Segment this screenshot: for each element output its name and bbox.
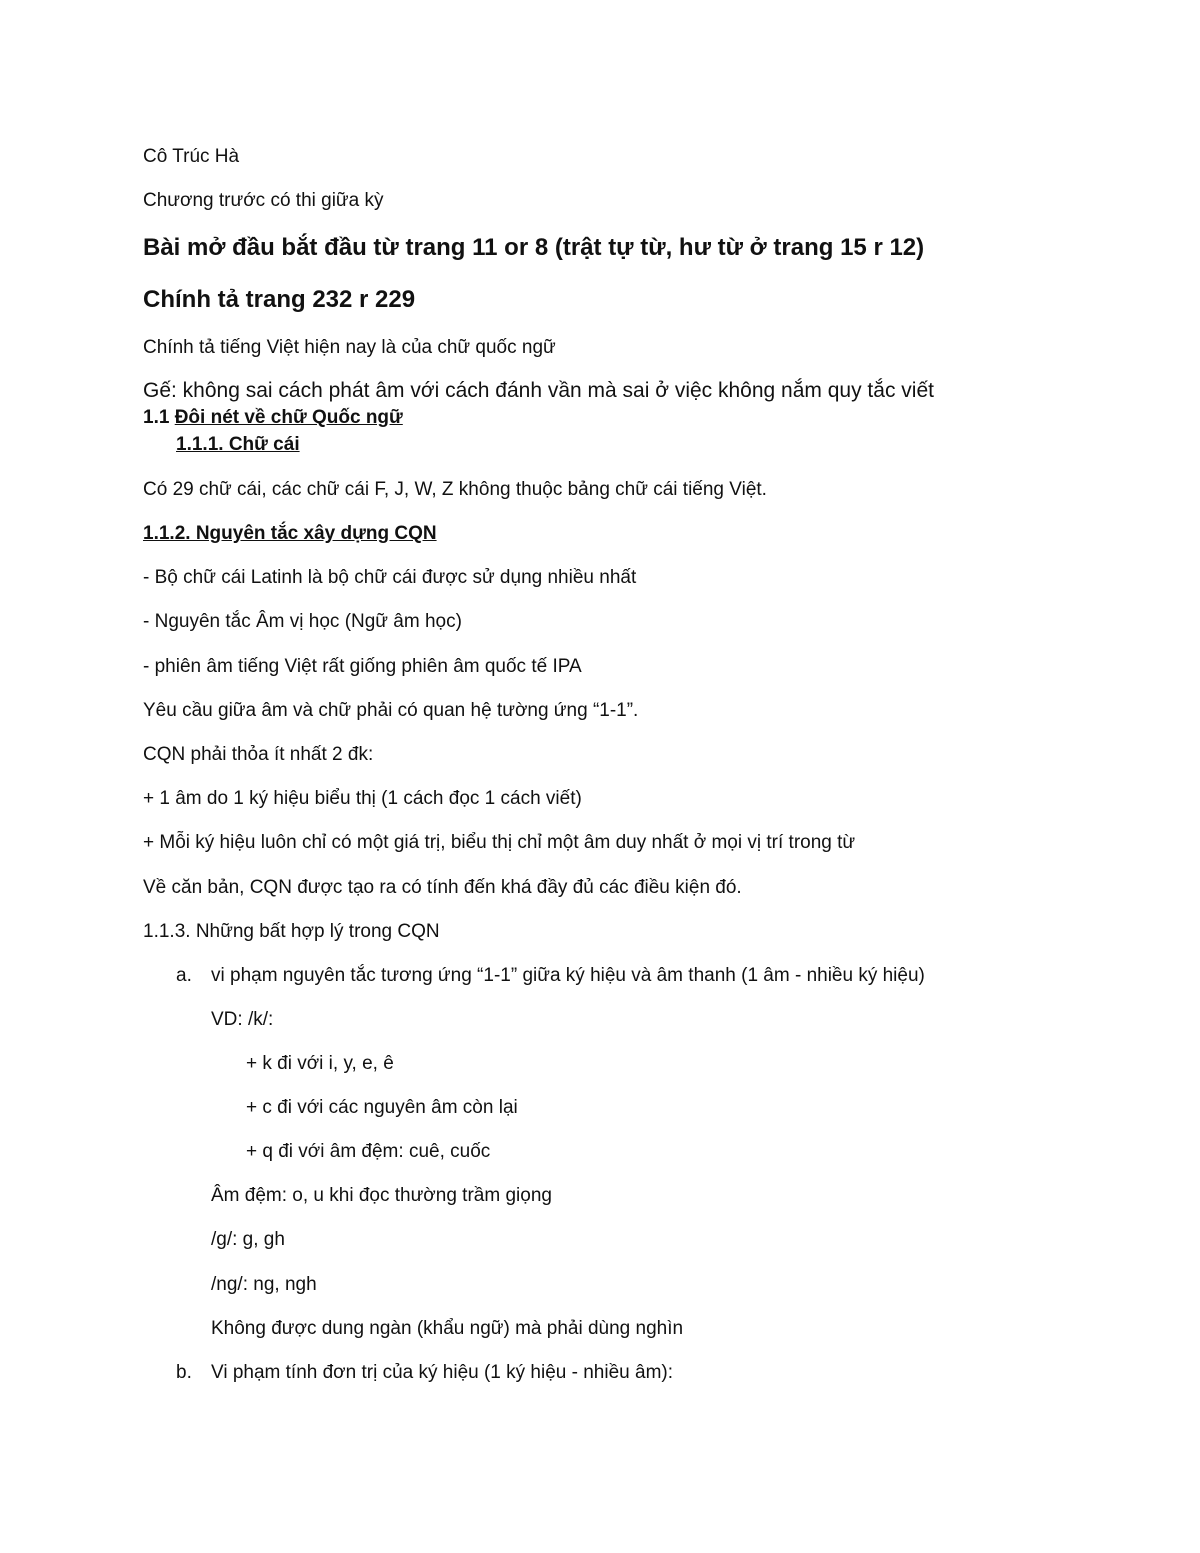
k-rule-2: + c đi với các nguyên âm còn lại xyxy=(246,1097,518,1118)
heading-intro: Bài mở đầu bắt đầu từ trang 11 or 8 (trật tự từ, hư từ ở trang 15 r 12) xyxy=(143,234,925,261)
ge-note: Gế: không sai cách phát âm với cách đánh vần mà sai ở việc không nắm quy tắc viết xyxy=(143,379,934,402)
heading-spelling: Chính tả trang 232 r 229 xyxy=(143,286,416,313)
previous-chapter-note: Chương trước có thi giữa kỳ xyxy=(143,190,384,211)
am-dem-note: Âm đệm: o, u khi đọc thường trầm giọng xyxy=(211,1185,552,1206)
ng-rule: /ng/: ng, ngh xyxy=(211,1274,317,1295)
bullet-phoneme: - Nguyên tắc Âm vị học (Ngữ âm học) xyxy=(143,611,462,632)
bullet-latin: - Bộ chữ cái Latinh là bộ chữ cái được sử dụng nhiều nhất xyxy=(143,567,637,588)
item-a-marker: a. xyxy=(176,965,192,986)
section-1-1-3: 1.1.3. Những bất hợp lý trong CQN xyxy=(143,921,440,942)
requirement: Yêu cầu giữa âm và chữ phải có quan hệ tường ứng “1-1”. xyxy=(143,700,639,721)
basically-note: Về căn bản, CQN được tạo ra có tính đến khá đầy đủ các điều kiện đó. xyxy=(143,877,742,898)
section-1-1-2: 1.1.2. Nguyên tắc xây dựng CQN xyxy=(143,523,437,544)
teacher-name: Cô Trúc Hà xyxy=(143,146,240,167)
vd-k: VD: /k/: xyxy=(211,1009,274,1030)
section-1-1-number: 1.1 xyxy=(143,407,175,428)
item-a-text: vi phạm nguyên tắc tương ứng “1-1” giữa ký hiệu và âm thanh (1 âm - nhiều ký hiệu) xyxy=(211,965,925,986)
spelling-note: Chính tả tiếng Việt hiện nay là của chữ quốc ngữ xyxy=(143,337,556,358)
item-b-text: Vi phạm tính đơn trị của ký hiệu (1 ký hiệu - nhiều âm): xyxy=(211,1362,674,1383)
item-b-marker: b. xyxy=(176,1362,192,1383)
ngan-note: Không được dung ngàn (khẩu ngữ) mà phải dùng nghìn xyxy=(211,1318,684,1339)
conditions: CQN phải thỏa ít nhất 2 đk: xyxy=(143,744,374,765)
section-1-1-title: Đôi nét về chữ Quốc ngữ xyxy=(174,407,403,428)
k-rule-3: + q đi với âm đệm: cuê, cuốc xyxy=(246,1141,491,1162)
k-rule-1: + k đi với i, y, e, ê xyxy=(246,1053,394,1074)
section-1-1-1: 1.1.1. Chữ cái xyxy=(176,434,300,455)
g-rule: /g/: g, gh xyxy=(211,1229,285,1250)
bullet-ipa: - phiên âm tiếng Việt rất giống phiên âm quốc tế IPA xyxy=(143,656,582,677)
condition-1: + 1 âm do 1 ký hiệu biểu thị (1 cách đọc 1 cách viết) xyxy=(143,788,582,809)
alphabet-note: Có 29 chữ cái, các chữ cái F, J, W, Z không thuộc bảng chữ cái tiếng Việt. xyxy=(143,479,767,500)
section-1-1 xyxy=(143,406,403,430)
condition-2: + Mỗi ký hiệu luôn chỉ có một giá trị, biểu thị chỉ một âm duy nhất ở mọi vị trí trong từ xyxy=(143,832,856,853)
